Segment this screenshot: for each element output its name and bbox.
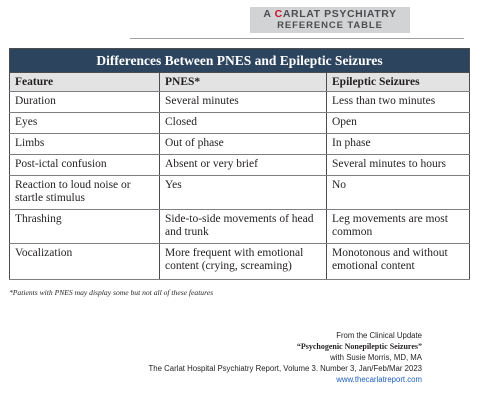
feature-cell: Post-ictal confusion [10, 155, 160, 176]
feature-cell: Limbs [10, 134, 160, 155]
table-row [10, 210, 470, 244]
epileptic-cell: In phase [327, 134, 470, 155]
reference-table-banner [250, 7, 410, 33]
epileptic-cell: Open [327, 113, 470, 134]
source-topic: “Psychogenic Nonepileptic Seizures” [296, 342, 422, 351]
table-row [10, 176, 470, 210]
table-header-row [10, 73, 470, 92]
table-row [10, 134, 470, 155]
table-row [10, 113, 470, 134]
feature-cell: Reaction to loud noise or startle stimulus [10, 176, 160, 210]
table-title-row [10, 49, 470, 73]
epileptic-cell: No [327, 176, 470, 210]
banner-accent-letter: C [274, 8, 283, 20]
banner-line-2: REFERENCE TABLE [277, 20, 383, 31]
pnes-cell: Out of phase [160, 134, 327, 155]
source-citation [149, 330, 422, 385]
pnes-cell: More frequent with emotional content (crying, screaming) [160, 244, 327, 280]
source-intro: From the Clinical Update [336, 331, 422, 340]
pnes-cell: Closed [160, 113, 327, 134]
table-title: Differences Between PNES and Epileptic Seizures [10, 49, 470, 73]
table-footnote: *Patients with PNES may display some but not all of these features [9, 288, 214, 297]
epileptic-cell: Leg movements are most common [327, 210, 470, 244]
epileptic-cell: Less than two minutes [327, 92, 470, 113]
column-header-epileptic: Epileptic Seizures [327, 73, 470, 92]
table-row [10, 155, 470, 176]
pnes-cell: Yes [160, 176, 327, 210]
source-publication: The Carlat Hospital Psychiatry Report, Volume 3. Number 3, Jan/Feb/Mar 2023 [148, 364, 422, 373]
header-divider [130, 38, 464, 39]
feature-cell: Eyes [10, 113, 160, 134]
feature-cell: Vocalization [10, 244, 160, 280]
source-website-link[interactable]: www.thecarlatreport.com [336, 375, 422, 384]
epileptic-cell: Monotonous and without emotional content [327, 244, 470, 280]
pnes-cell: Absent or very brief [160, 155, 327, 176]
pnes-cell: Several minutes [160, 92, 327, 113]
source-author: with Susie Morris, MD, MA [330, 353, 422, 362]
feature-cell: Thrashing [10, 210, 160, 244]
table-row [10, 92, 470, 113]
comparison-table [9, 48, 470, 280]
table-row [10, 244, 470, 280]
column-header-feature: Feature [10, 73, 160, 92]
column-header-pnes: PNES* [160, 73, 327, 92]
banner-line-1: A CARLAT PSYCHIATRY [263, 8, 397, 20]
pnes-cell: Side-to-side movements of head and trunk [160, 210, 327, 244]
epileptic-cell: Several minutes to hours [327, 155, 470, 176]
feature-cell: Duration [10, 92, 160, 113]
